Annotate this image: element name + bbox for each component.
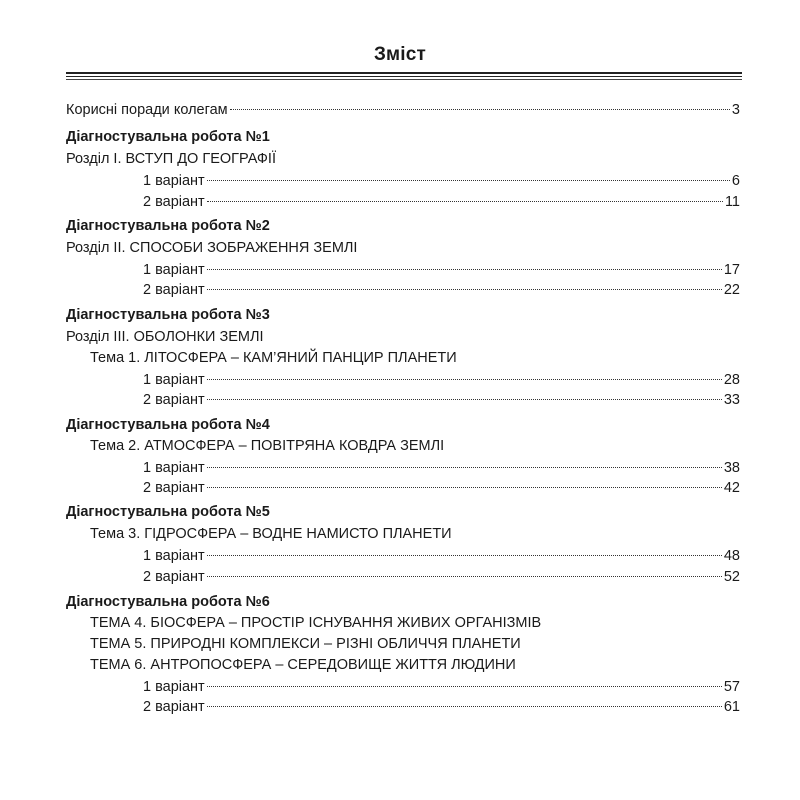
title-divider — [66, 79, 742, 80]
section-topic: Розділ III. ОБОЛОНКИ ЗЕМЛІ — [66, 329, 264, 345]
section-topic: ТЕМА 5. ПРИРОДНІ КОМПЛЕКСИ – РІЗНІ ОБЛИЧЧЯ ПЛАНЕТИ — [90, 636, 521, 652]
leader-dots — [207, 379, 722, 380]
leader-dots — [207, 706, 722, 707]
toc-page-number: 3 — [731, 102, 740, 118]
toc-page-number: 11 — [724, 194, 740, 210]
toc-entry-variant[interactable] — [143, 192, 740, 212]
toc-entry-variant[interactable] — [143, 567, 740, 587]
section-topic: Розділ I. ВСТУП ДО ГЕОГРАФІЇ — [66, 151, 276, 167]
section-topic: Тема 3. ГІДРОСФЕРА – ВОДНЕ НАМИСТО ПЛАНЕТИ — [90, 526, 452, 542]
toc-page-number: 61 — [723, 699, 740, 715]
leader-dots — [207, 399, 722, 400]
section-topic: ТЕМА 4. БІОСФЕРА – ПРОСТІР ІСНУВАННЯ ЖИВИХ ОРГАНІЗМІВ — [90, 615, 542, 631]
toc-entry-label: 2 варіант — [143, 480, 205, 496]
toc-entry-variant[interactable] — [143, 478, 740, 498]
toc-entry-label: 1 варіант — [143, 262, 205, 278]
leader-dots — [207, 487, 722, 488]
toc-entry-label: 2 варіант — [143, 392, 205, 408]
toc-entry-variant[interactable] — [143, 390, 740, 410]
toc-entry-variant[interactable] — [143, 677, 740, 697]
section-topic: Тема 1. ЛІТОСФЕРА – КАМ’ЯНИЙ ПАНЦИР ПЛАНЕТИ — [90, 350, 457, 366]
toc-page-number: 57 — [723, 679, 740, 695]
toc-entry-label: 2 варіант — [143, 282, 205, 298]
toc-page-number: 52 — [723, 569, 740, 585]
toc-entry-variant[interactable] — [143, 370, 740, 390]
toc-page-number: 22 — [723, 282, 740, 298]
leader-dots — [207, 576, 722, 577]
leader-dots — [207, 555, 722, 556]
toc-entry-variant[interactable] — [143, 280, 740, 300]
section-heading: Діагностувальна робота №1 — [66, 129, 270, 145]
toc-page-number: 48 — [723, 548, 740, 564]
section-heading: Діагностувальна робота №5 — [66, 504, 270, 520]
toc-entry-label: 1 варіант — [143, 173, 205, 189]
toc-entry-label: 2 варіант — [143, 194, 205, 210]
section-topic: Розділ II. СПОСОБИ ЗОБРАЖЕННЯ ЗЕМЛІ — [66, 240, 358, 256]
section-heading: Діагностувальна робота №3 — [66, 307, 270, 323]
toc-entry-variant[interactable] — [143, 171, 740, 191]
title-divider — [66, 72, 742, 74]
toc-page-number: 38 — [723, 460, 740, 476]
section-heading: Діагностувальна робота №4 — [66, 417, 270, 433]
leader-dots — [207, 467, 722, 468]
leader-dots — [207, 289, 722, 290]
leader-dots — [207, 180, 730, 181]
leader-dots — [207, 201, 723, 202]
toc-page-number: 28 — [723, 372, 740, 388]
toc-entry-label: Корисні поради колегам — [66, 102, 228, 118]
toc-entry-label: 1 варіант — [143, 460, 205, 476]
toc-entry-label: 2 варіант — [143, 569, 205, 585]
section-heading: Діагностувальна робота №6 — [66, 594, 270, 610]
toc-entry-variant[interactable] — [143, 546, 740, 566]
page-title: Зміст — [373, 44, 427, 65]
toc-page-number: 42 — [723, 480, 740, 496]
leader-dots — [207, 269, 722, 270]
leader-dots — [207, 686, 722, 687]
title-divider — [66, 76, 742, 77]
toc-entry-variant[interactable] — [143, 260, 740, 280]
toc-entry-label: 1 варіант — [143, 679, 205, 695]
section-topic: Тема 2. АТМОСФЕРА – ПОВІТРЯНА КОВДРА ЗЕМЛІ — [90, 438, 445, 454]
toc-page-number: 17 — [723, 262, 740, 278]
toc-entry-variant[interactable] — [143, 697, 740, 717]
toc-entry-intro[interactable] — [66, 100, 740, 120]
toc-entry-label: 1 варіант — [143, 372, 205, 388]
toc-page-number: 6 — [731, 173, 740, 189]
toc-entry-label: 1 варіант — [143, 548, 205, 564]
section-topic: ТЕМА 6. АНТРОПОСФЕРА – СЕРЕДОВИЩЕ ЖИТТЯ ЛЮДИНИ — [90, 657, 516, 673]
section-heading: Діагностувальна робота №2 — [66, 218, 270, 234]
toc-entry-label: 2 варіант — [143, 699, 205, 715]
toc-entry-variant[interactable] — [143, 458, 740, 478]
leader-dots — [230, 109, 730, 110]
toc-page-number: 33 — [723, 392, 740, 408]
